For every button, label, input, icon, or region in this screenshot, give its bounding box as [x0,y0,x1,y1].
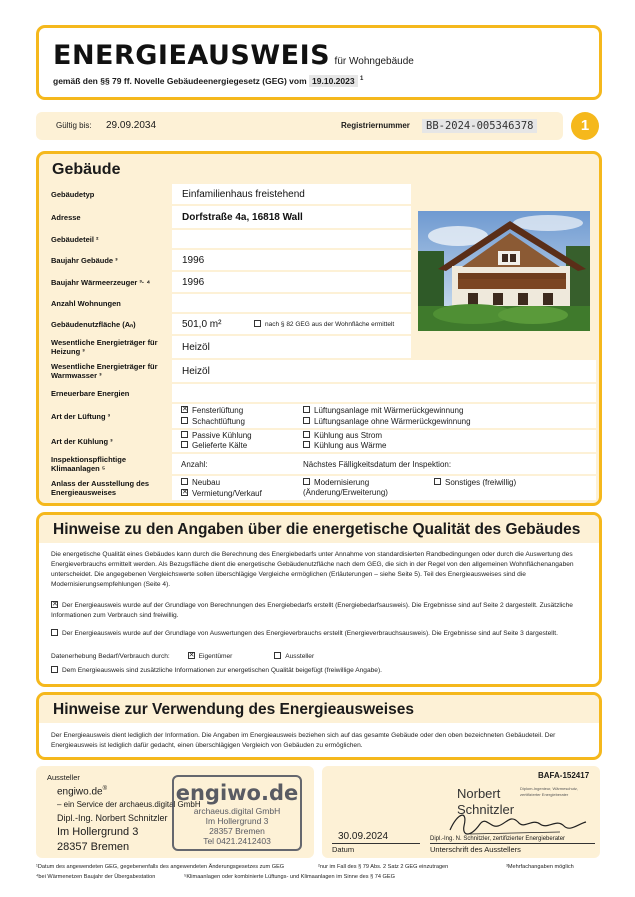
value-year-heater: 1996 [172,272,411,292]
checkbox-electric-cooling[interactable] [303,431,310,438]
date-line [332,843,420,844]
usage-notes-paragraph: Der Energieausweis dient lediglich der Information. Die Angaben im Energieausweis beziehen sich auf das gesamte Gebäude oder den oben bezeichneten Gebäudeteil. Der Energieausweis ist lediglich dafür gedacht, einen überschlägigen Vergleich von Gebäuden zu ermöglichen. [51,732,556,749]
value-year-building: 1996 [172,250,411,270]
signature-line [430,843,595,844]
data-collection-label: Datenerhebung Bedarf/Verbrauch durch: [51,653,170,660]
checkbox-rental-sale[interactable]: ✕ [182,489,188,497]
signature-stamp-name: Norbert Schnitzler [457,786,515,817]
value-renewable [172,384,596,402]
inspection-count-label: Anzahl: [181,460,208,469]
value-building-type: Einfamilienhaus freistehend [172,184,411,204]
ventilation-options [172,404,596,428]
subtitle-text: gemäß den §§ 79 ff. Novelle Gebäudeenergiegesetz (GEG) vom [53,76,307,86]
label-renewable: Erneuerbare Energien [41,384,169,402]
issuer-street: Im Hollergrund 3 [57,826,139,838]
reason-option-rental-sale[interactable]: ✕ Vermietung/Verkauf [182,489,262,498]
value-building-part [172,230,411,248]
checkbox-delivered-cooling[interactable] [181,441,188,448]
label-cooling: Art der Kühlung ³ [41,430,169,452]
checkbox-heat-cooling[interactable] [303,441,310,448]
cooling-option-heat[interactable]: Kühlung aus Wärme [303,441,386,450]
building-photo [418,211,590,331]
area-method-note: nach § 82 GEG aus der Wohnfläche ermittelt [265,320,395,328]
quality-notes-section [36,512,602,687]
signature-under-text: Dipl.-Ing. N. Schnitzler, zertifizierter Energieberater [430,836,566,842]
date-label: Datum [332,845,355,854]
usage-notes-heading: Hinweise zur Verwendung des Energieausweises [53,701,414,718]
issuer-label: Aussteller [47,773,80,782]
signature-label: Unterschrift des Ausstellers [430,845,521,854]
data-collection-row [51,652,591,662]
issuer-stamp: engiwo.de archaeus.digital GmbH Im Hollergrund 3 28357 Bremen Tel 0421.2412403 [172,775,302,851]
issuer-service: – ein Service der archaeus.digital GmbH [57,800,201,809]
cooling-option-passive[interactable]: Passive Kühlung [181,431,252,440]
page-number-badge: 1 [571,112,599,140]
label-flats: Anzahl Wohnungen [41,294,169,312]
label-year-heater: Baujahr Wärmeerzeuger ³· ⁴ [41,272,169,292]
checkbox-demand-certificate[interactable]: ✕ [52,600,58,608]
cooling-option-delivered[interactable]: Gelieferte Kälte [181,441,247,450]
checkbox-consumption-certificate[interactable] [51,629,58,636]
ventilation-option-no-recovery[interactable]: Lüftungsanlage ohne Wärmerückgewinnung [303,417,471,426]
checkbox-ventilation-no-recovery[interactable] [303,417,310,424]
quality-notes-heading: Hinweise zu den Angaben über die energetische Qualität des Gebäudes [53,521,581,538]
validity-bar [36,112,563,140]
subtitle-footnote: 1 [359,76,364,83]
reason-option-new-build[interactable]: Neubau [181,478,220,487]
label-ventilation: Art der Lüftung ³ [41,404,169,428]
label-building-part: Gebäudeteil ² [41,230,169,248]
issuer-company: engiwo.de® [57,786,108,798]
data-owner-option[interactable]: ✕ Eigentümer [188,651,233,660]
value-carrier-heating: Heizöl [172,336,411,358]
document-title: ENERGIEAUSWEIS [53,40,331,71]
footnote-5: ⁵Klimaanlagen oder kombinierte Lüftungs- und Klimaanlagen im Sinne des § 74 GEG [184,874,395,880]
footnote-1: ¹Datum des angewendeten GEG, gegebenenfalls des angewendeten Änderungsgesetzes zum GEG [36,864,285,870]
cooling-option-electric[interactable]: Kühlung aus Strom [303,431,382,440]
valid-until-label: Gültig bis: [56,121,92,130]
checkbox-window-ventilation[interactable]: ✕ [182,406,188,414]
usage-notes-section [36,692,602,760]
consumption-certificate-option[interactable]: Der Energieausweis wurde auf der Grundlage von Auswertungen des Energieverbrauchs erstellt (Energieverbrauchsausweis). Die Ergebnisse sind auf Seite 3 dargestellt. [51,629,591,639]
label-reason: Anlass der Ausstellung des Energieausweises [41,476,169,500]
label-address: Adresse [41,206,169,228]
label-carrier-heating: Wesentliche Energieträger für Heizung ³ [41,336,169,358]
bafa-number: BAFA-152417 [538,771,590,780]
label-usable-area: Gebäudenutzfläche (Aₙ) [41,314,169,334]
reason-option-modernisation[interactable]: Modernisierung (Änderung/Erweiterung) [303,478,388,497]
additional-info-option[interactable]: Dem Energieausweis sind zusätzliche Informationen zur energetischen Qualität beigefügt (freiwillige Angabe). [51,666,591,676]
cooling-options [172,430,596,452]
checkbox-new-build[interactable] [181,478,188,485]
demand-certificate-option[interactable]: ✕ Der Energieausweis wurde auf der Grundlage von Berechnungen des Energiebedarfs erstellt (Energiebedarfsausweis). Die Ergebnisse sind auf Seite 2 dargestellt. Zusätzliche Informationen zum Verbrauch sind freiwillig. [51,600,573,619]
header-box [36,25,602,100]
footnote-3: ³Mehrfachangaben möglich [506,864,574,870]
value-address: Dorfstraße 4a, 16818 Wall [172,206,411,228]
footnote-4: ⁴bei Wärmenetzen Baujahr der Übergabestation [36,874,156,880]
inspection-row [172,454,596,474]
checkbox-additional-info[interactable] [51,666,58,673]
checkbox-owner[interactable]: ✕ [188,651,195,659]
checkbox-modernisation[interactable] [303,478,310,485]
usable-area-row [172,314,411,334]
value-carrier-water: Heizöl [172,360,596,382]
reason-option-other[interactable]: Sonstiges (freiwillig) [434,478,516,487]
area-method-checkbox[interactable] [254,320,261,327]
building-heading: Gebäude [52,161,121,178]
registration-number: BB-2024-005346378 [422,119,537,133]
quality-notes-paragraph: Die energetische Qualität eines Gebäudes kann durch die Berechnung des Energiebedarfs unter Annahme von standardisierten Randbedingungen oder durch die Auswertung des Energieverbrauchs ermittelt werden. Als Bezugsfläche dient die energetische Gebäudenutzfläche nach dem GEG, die sich in der Regel von den allgemeinen Wohnflächenangaben unterscheidet. Die angegebenen Vergleichswerte sollen überschlägige Vergleiche ermöglichen (Erläuterungen – siehe Seite 5). Teil des Energieausweises sind die Modernisierungsempfehlungen (Seite 4). [51,551,574,588]
issuer-person: Dipl.-Ing. Norbert Schnitzler [57,813,168,823]
label-carrier-water: Wesentliche Energieträger für Warmwasser ³ [41,360,169,382]
ventilation-option-recovery[interactable]: Lüftungsanlage mit Wärmerückgewinnung [303,406,463,415]
inspection-due-label: Nächstes Fälligkeitsdatum der Inspektion: [303,460,452,469]
valid-until-date: 29.09.2034 [106,120,157,131]
checkbox-ventilation-recovery[interactable] [303,406,310,413]
checkbox-other[interactable] [434,478,441,485]
checkbox-passive-cooling[interactable] [181,431,188,438]
checkbox-issuer[interactable] [274,652,281,659]
value-usable-area: 501,0 m² [182,318,222,330]
registration-label: Registriernummer [341,121,410,130]
label-year-building: Baujahr Gebäude ³ [41,250,169,270]
ventilation-option-shaft[interactable]: Schachtlüftung [181,417,245,426]
signature-stamp-small: Diplom-Ingenieur, Wärmeschutz, zertifizierter Energieberater [520,786,579,797]
label-building-type: Gebäudetyp [41,184,169,204]
document-title-suffix: für Wohngebäude [334,56,414,67]
checkbox-shaft-ventilation[interactable] [181,417,188,424]
ventilation-option-window[interactable]: ✕ Fensterlüftung [182,406,244,415]
issuer-city: 28357 Bremen [57,841,130,853]
data-issuer-option[interactable]: Aussteller [274,653,314,660]
reason-options [172,476,596,500]
subtitle-date: 19.10.2023 [309,75,358,87]
footnote-2: ²nur im Fall des § 79 Abs. 2 Satz 2 GEG einzutragen [318,864,449,870]
label-inspection: Inspektionspflichtige Klimaanlagen ⁵ [41,454,169,474]
value-flats [172,294,411,312]
issue-date: 30.09.2024 [338,831,389,842]
